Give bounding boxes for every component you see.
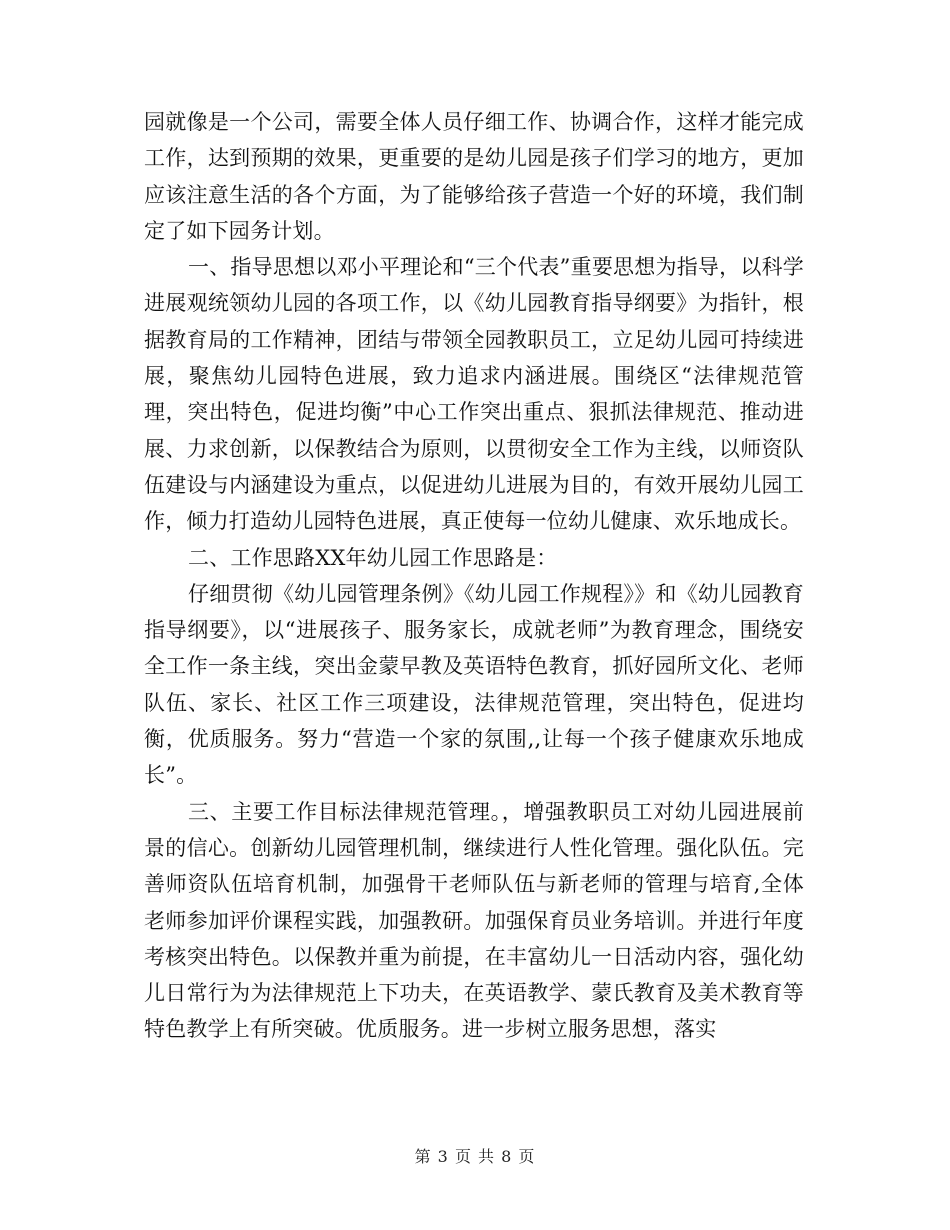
paragraph-intro: 园就像是一个公司，需要全体人员仔细工作、协调合作，这样才能完成工作，达到预期的效果，更重要的是幼儿园是孩子们学习的地方，更加应该注意生活的各个方面，为了能够给孩子营造一个好的环境，我们制定了如下园务计划。 bbox=[144, 110, 804, 243]
paragraph-work-approach-body: 仔细贯彻《幼儿园管理条例》《幼儿园工作规程》》和《幼儿园教育指导纲要》，以“进展孩子、服务家长，成就老师”为教育理念，围绕安全工作一条主线，突出金蒙早教及英语特色教育，抓好园所文化、老师队伍、家长、社区工作三项建设，法律规范管理，突出特色，促进均衡，优质服务。努力“营造一个家的氛围,,让每一个孩子健康欢乐地成长”。 bbox=[144, 581, 804, 788]
paragraph-work-approach-heading: 二、工作思路XX年幼儿园工作思路是： bbox=[188, 545, 558, 570]
paragraph-main-goals: 三、主要工作目标法律规范管理。，增强教职员工对幼儿园进展前景的信心。创新幼儿园管理机制，继续进行人性化管理。强化队伍。完善师资队伍培育机制，加强骨干老师队伍与新老师的管理与培育,全体老师参加评价课程实践，加强教研。加强保育员业务培训。并进行年度考核突出特色。以保教并重为前提，在丰富幼儿一日活动内容，强化幼儿日常行为为法律规范上下功夫，在英语教学、蒙氏教育及美术教育等特色教学上有所突破。优质服务。进一步树立服务思想，落实 bbox=[144, 799, 804, 1042]
document-body bbox=[144, 104, 804, 1048]
paragraph-guiding-thought: 一、指导思想以邓小平理论和“三个代表”重要思想为指导，以科学进展观统领幼儿园的各项工作，以《幼儿园教育指导纲要》为指针，根据教育局的工作精神，团结与带领全园教职员工，立足幼儿园可持续进展，聚焦幼儿园特色进展，致力追求内涵进展。围绕区“法律规范管理，突出特色，促进均衡”中心工作突出重点、狠抓法律规范、推动进展、力求创新，以保教结合为原则，以贯彻安全工作为主线，以师资队伍建设与内涵建设为重点，以促进幼儿进展为目的，有效开展幼儿园工作，倾力打造幼儿园特色进展，真正使每一位幼儿健康、欢乐地成长。 bbox=[144, 255, 804, 534]
page-number: 第 3 页 共 8 页 bbox=[414, 1147, 536, 1166]
